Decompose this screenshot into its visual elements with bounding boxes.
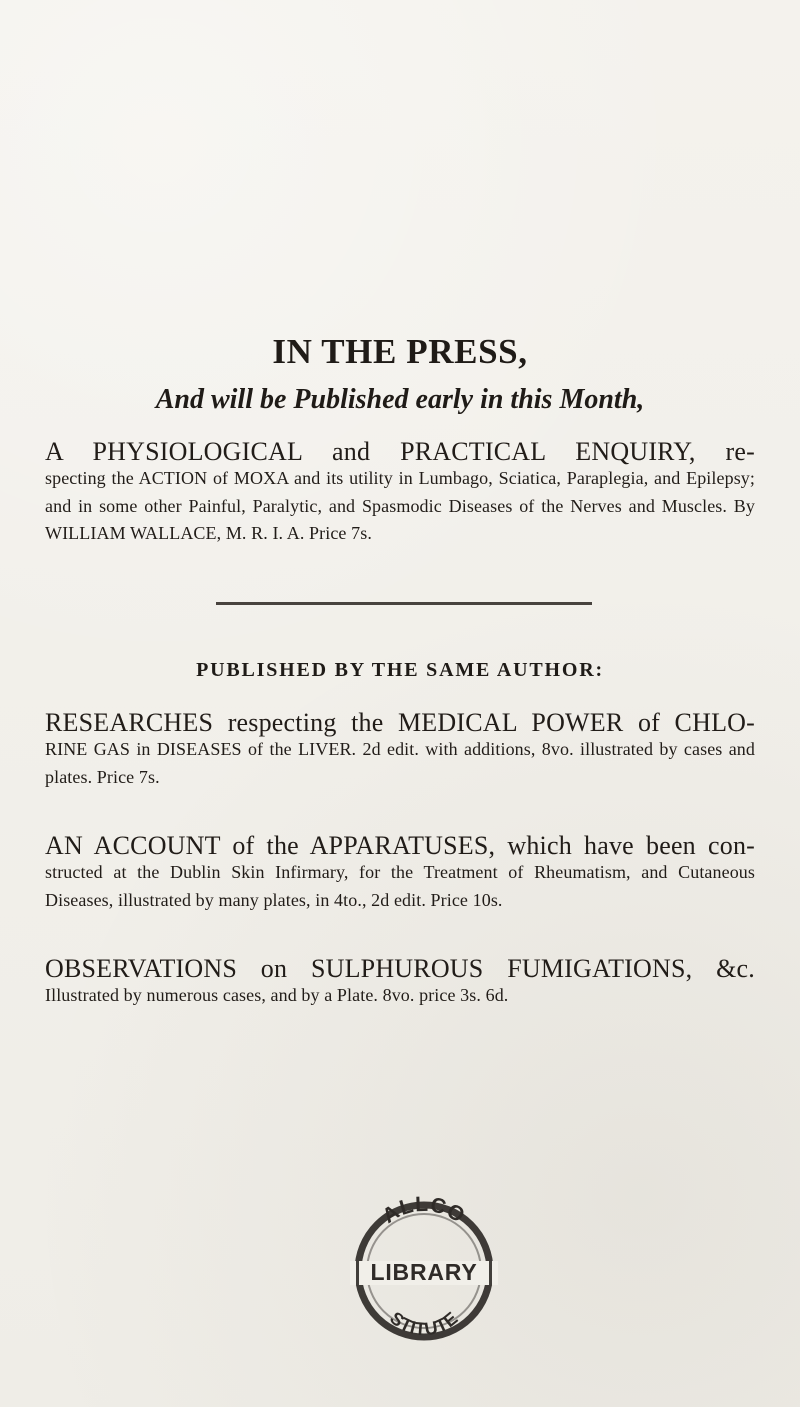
work-entry-researches: [45, 709, 755, 791]
work-entry-account: [45, 832, 755, 914]
library-stamp: [340, 1187, 508, 1355]
page-subtitle: And will be Published early in this Month,: [155, 384, 645, 415]
work-entry-body: Illustrated by numerous cases, and by a Plate. 8vo. price 3s. 6d.: [45, 985, 509, 1006]
work-entry-lead: AN ACCOUNT of the APPARATUSES, which have been con-: [45, 831, 755, 860]
stamp-top-text: ALLCO: [378, 1192, 470, 1229]
library-stamp-icon: [340, 1187, 508, 1355]
stamp-left-tick: [356, 1261, 359, 1285]
work-entry-lead: RESEARCHES respecting the MEDICAL POWER of CHLO-: [45, 708, 755, 737]
announcement-block: [45, 438, 755, 547]
work-entry-body: structed at the Dublin Skin Infirmary, for the Treatment of Rheumatism, and Cutaneous Diseases, illustrated by many plates, in 4to., 2d edit. Price 10s.: [45, 862, 755, 910]
published-heading: PUBLISHED BY THE SAME AUTHOR:: [196, 659, 604, 681]
page-title: IN THE PRESS,: [272, 332, 528, 371]
section-divider: [216, 602, 592, 605]
stamp-right-tick: [489, 1261, 492, 1285]
stamp-center-text: LIBRARY: [370, 1259, 478, 1285]
work-entry-observations: [45, 955, 755, 1010]
announcement-body: specting the ACTION of MOXA and its utility in Lumbago, Sciatica, Paraplegia, and Epilepsy; and in some other Painful, Paralytic, and Spasmodic Diseases of the Nerves and Muscles. By WILLIAM WALLACE, M. R. I. A. Price 7s.: [45, 468, 755, 544]
work-entry-body: RINE GAS in DISEASES of the LIVER. 2d edit. with additions, 8vo. illustrated by cases and plates. Price 7s.: [45, 739, 755, 787]
announcement-lead: A PHYSIOLOGICAL and PRACTICAL ENQUIRY, re-: [45, 437, 755, 466]
work-entry-lead: OBSERVATIONS on SULPHUROUS FUMIGATIONS, &c.: [45, 954, 755, 983]
stamp-bottom-text: STITUTE: [386, 1307, 462, 1340]
